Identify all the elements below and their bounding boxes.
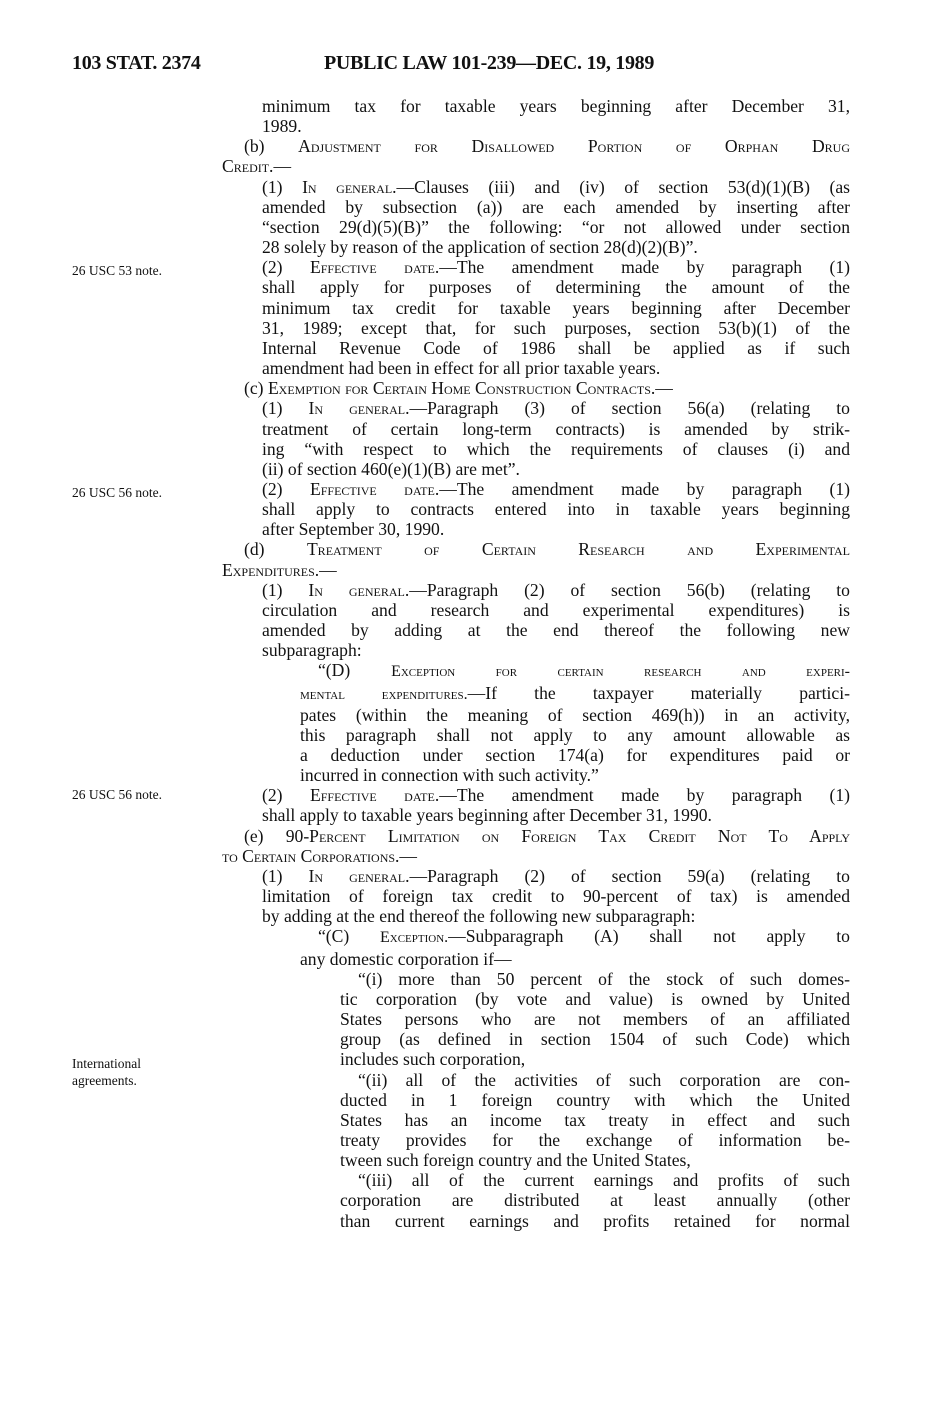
paragraph-heading: (2) Effective date.—The amendment made by paragraph (1)	[262, 257, 851, 278]
text-line: Internal Revenue Code of 1986 shall be applied as if such	[262, 337, 850, 358]
text-line: 1989.	[262, 116, 302, 137]
page-reference: 103 STAT. 2374	[72, 52, 201, 74]
text-line: tic corporation (by vote and value) is owned by United	[340, 988, 850, 1009]
text-line: amendment had been in effect for all prior taxable years.	[262, 358, 661, 379]
text-line: 31, 1989; except that, for such purposes, section 53(b)(1) of the	[262, 317, 850, 338]
text-line: treaty provides for the exchange of information be-	[340, 1129, 850, 1150]
law-title: PUBLIC LAW 101-239—DEC. 19, 1989	[324, 52, 655, 74]
text-line: minimum tax credit for taxable years beginning after December	[262, 297, 850, 318]
text-line: this paragraph shall not apply to any amount allowable as	[300, 724, 850, 745]
paragraph-heading: (1) In general.—Paragraph (2) of section 56(b) (relating to	[262, 579, 850, 600]
margin-note-usc-56-second: 26 USC 56 note.	[72, 787, 163, 802]
section-heading-e: (e) 90-Percent Limitation on Foreign Tax Credit Not To Apply	[244, 825, 850, 846]
text-line: any domestic corporation if—	[300, 948, 512, 969]
text-line: a deduction under section 174(a) for expenditures paid or	[300, 745, 850, 765]
text-line: to Certain Corporations.—	[222, 845, 418, 866]
clause-line: “(ii) all of the activities of such corporation are con-	[358, 1069, 850, 1090]
clause-line: “(iii) all of the current earnings and profits of such	[358, 1170, 850, 1191]
subparagraph-heading: “(D) Exception for certain research and experi-	[318, 660, 850, 681]
text-line: than current earnings and profits retained for normal	[340, 1210, 850, 1231]
text-line: Expenditures.—	[222, 559, 337, 580]
margin-note-international: International agreements.	[72, 1056, 141, 1088]
text-line: 28 solely by reason of the application of section 28(d)(2)(B)”.	[262, 237, 698, 258]
section-heading-d: (d) Treatment of Certain Research and Experimental	[244, 539, 850, 560]
clause-line: “(i) more than 50 percent of the stock of such domes-	[358, 968, 850, 989]
text-line: circulation and research and experimental expenditures) is	[262, 599, 850, 620]
text-line: minimum tax for taxable years beginning after December 31,	[262, 96, 850, 116]
text-line: subparagraph:	[262, 640, 362, 661]
section-heading-c: (c) Exemption for Certain Home Construction Contracts.—	[244, 378, 673, 399]
text-line: shall apply for purposes of determining the amount of the	[262, 277, 850, 298]
text-line: “section 29(d)(5)(B)” the following: “or not allowed under section	[262, 216, 850, 237]
text-line: shall apply to contracts entered into in taxable years beginning	[262, 499, 850, 520]
text-line: States persons who are not members of an affiliated	[340, 1009, 850, 1030]
text-line: incurred in connection with such activity.”	[300, 765, 599, 786]
text-line: includes such corporation,	[340, 1049, 526, 1070]
text-line: amended by subsection (a)) are each amended by inserting after	[262, 196, 850, 217]
text-line: group (as defined in section 1504 of such Code) which	[340, 1029, 850, 1050]
paragraph-heading: (2) Effective date.—The amendment made by paragraph (1)	[262, 478, 851, 499]
text-line: Credit.—	[222, 156, 292, 177]
text-line: by adding at the end thereof the following new subparagraph:	[262, 906, 696, 927]
paragraph-heading: (1) In general.—Paragraph (3) of section 56(a) (relating to	[262, 398, 850, 419]
text-line: (ii) of section 460(e)(1)(B) are met”.	[262, 458, 520, 479]
margin-note-usc-53: 26 USC 53 note.	[72, 263, 163, 278]
text-line: amended by adding at the end thereof the following new	[262, 620, 850, 641]
text-line: pates (within the meaning of section 469(h)) in an activity,	[300, 704, 850, 725]
subparagraph-heading-cont: mental expenditures.—If the taxpayer materially partici-	[300, 682, 850, 703]
text-line: States has an income tax treaty in effect and such	[340, 1109, 850, 1130]
paragraph-heading: (1) In general.—Paragraph (2) of section 59(a) (relating to	[262, 865, 850, 886]
text-line: limitation of foreign tax credit to 90-percent of tax) is amended	[262, 886, 850, 907]
section-heading-b: (b) Adjustment for Disallowed Portion of Orphan Drug	[244, 136, 850, 157]
statute-body	[222, 96, 850, 1231]
paragraph-heading: (1) In general.—Clauses (iii) and (iv) of section 53(d)(1)(B) (as	[262, 176, 850, 197]
margin-note-usc-56: 26 USC 56 note.	[72, 485, 163, 500]
text-line: ing “with respect to which the requirements of clauses (i) and	[262, 438, 850, 459]
text-line: ducted in 1 foreign country with which the United	[340, 1089, 850, 1110]
subparagraph-heading: “(C) Exception.—Subparagraph (A) shall not apply to	[318, 926, 850, 947]
text-line: corporation are distributed at least annually (other	[340, 1190, 850, 1211]
text-line: treatment of certain long-term contracts) is amended by strik-	[262, 418, 850, 439]
text-line: after September 30, 1990.	[262, 519, 445, 540]
paragraph-heading: (2) Effective date.—The amendment made by paragraph (1)	[262, 785, 851, 806]
text-line: shall apply to taxable years beginning after December 31, 1990.	[262, 805, 712, 826]
text-line: tween such foreign country and the United States,	[340, 1150, 691, 1171]
